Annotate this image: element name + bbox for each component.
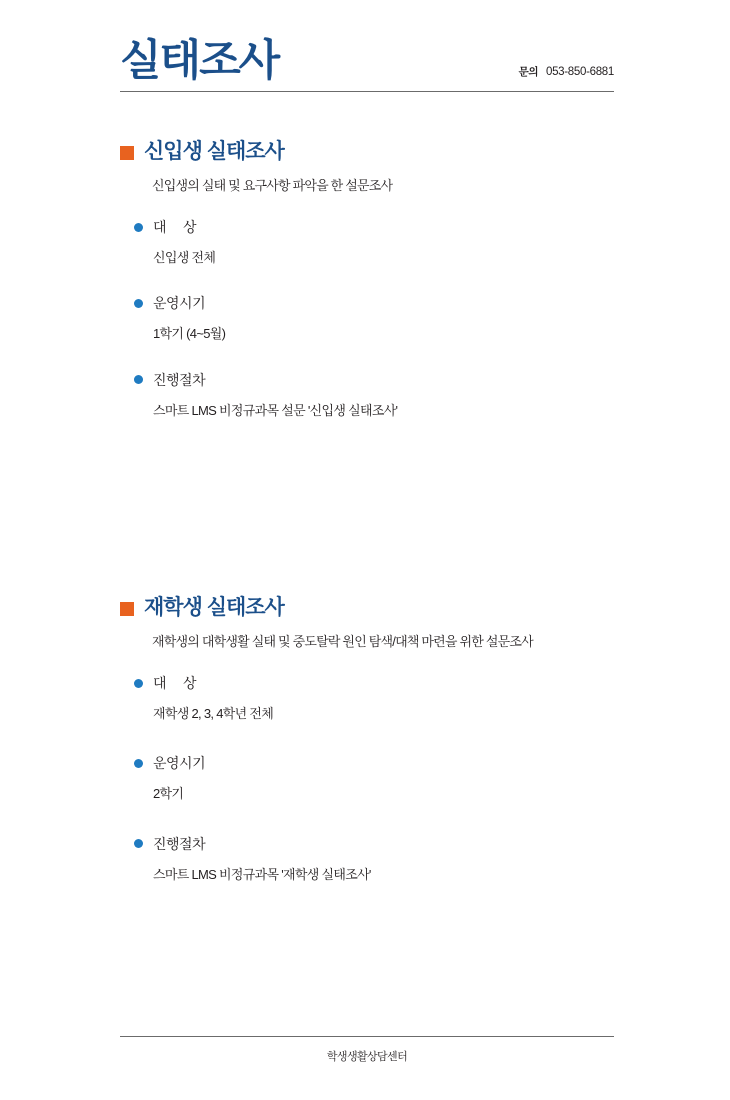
footer-organization: 학생생활상담센터	[326, 1051, 408, 1063]
field-label-row	[134, 753, 620, 773]
section-description: 신입생의 실태 및 요구사항 파악을 한 설문조사	[152, 178, 393, 194]
field-period	[134, 293, 620, 343]
page-title: 실태조사	[120, 36, 279, 86]
round-bullet-icon	[134, 839, 143, 848]
field-label: 대 상	[153, 675, 196, 692]
field-value: 스마트 LMS 비정규과목 설문 '신입생 실태조사'	[153, 402, 398, 418]
field-label-row	[134, 673, 620, 693]
round-bullet-icon	[134, 679, 143, 688]
section-title: 신입생 실태조사	[144, 140, 284, 163]
square-bullet-icon	[120, 602, 134, 616]
field-value: 2학기	[153, 786, 184, 802]
field-procedure	[134, 834, 620, 884]
field-value: 신입생 전체	[153, 250, 216, 266]
section-description: 재학생의 대학생활 실태 및 중도탈락 원인 탐색/대책 마련을 위한 설문조사	[152, 634, 533, 650]
field-value: 1학기 (4~5월)	[153, 326, 226, 342]
round-bullet-icon	[134, 759, 143, 768]
square-bullet-icon	[120, 146, 134, 160]
field-procedure	[134, 370, 620, 420]
round-bullet-icon	[134, 223, 143, 232]
field-label-row	[134, 217, 620, 237]
contact-label: 문의	[518, 66, 538, 78]
section-title: 재학생 실태조사	[144, 596, 284, 619]
field-value: 재학생 2, 3, 4학년 전체	[153, 706, 274, 722]
contact-phone-number: 053-850-6881	[545, 66, 614, 78]
section-heading	[120, 596, 620, 619]
field-label-row	[134, 834, 620, 854]
field-label-row	[134, 370, 620, 390]
field-label: 대 상	[153, 219, 196, 236]
contact-info	[519, 64, 614, 83]
field-label: 운영시기	[153, 295, 206, 312]
field-value: 스마트 LMS 비정규과목 '재학생 실태조사'	[153, 866, 371, 882]
section-heading	[120, 140, 620, 163]
field-label-row	[134, 293, 620, 313]
document-header	[120, 36, 614, 92]
section-enrolled-student-survey	[120, 596, 620, 914]
field-label: 진행절차	[153, 835, 206, 852]
document-footer	[120, 1036, 614, 1065]
round-bullet-icon	[134, 299, 143, 308]
round-bullet-icon	[134, 375, 143, 384]
field-label: 진행절차	[153, 371, 206, 388]
field-period	[134, 753, 620, 803]
field-target	[134, 217, 620, 267]
section-freshman-survey	[120, 140, 620, 426]
field-target	[134, 673, 620, 723]
field-label: 운영시기	[153, 755, 206, 772]
